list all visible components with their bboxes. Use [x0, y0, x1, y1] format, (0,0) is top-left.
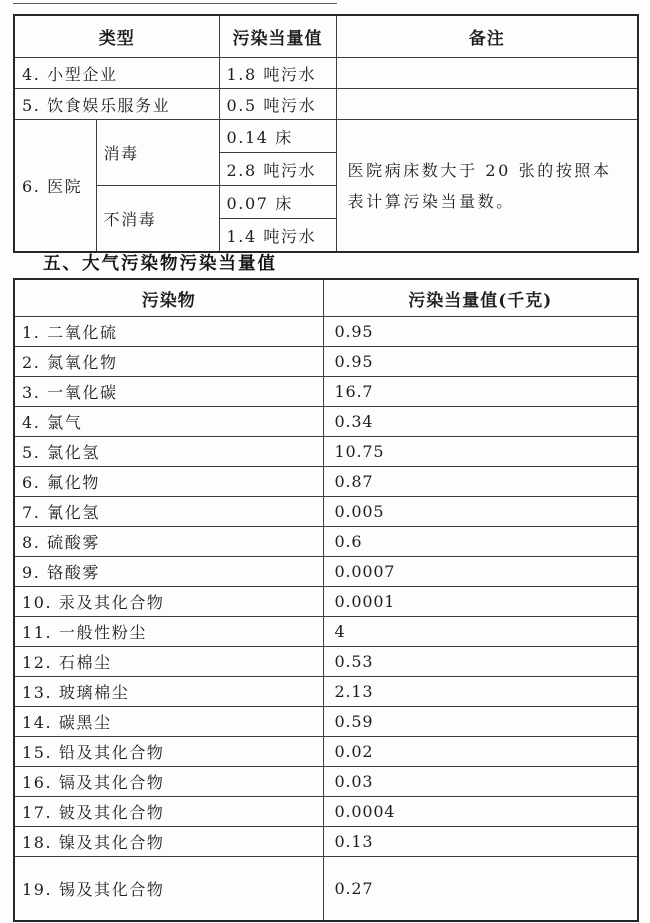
type-cell: 5. 饮食娱乐服务业 — [14, 89, 219, 120]
table-row — [14, 797, 638, 827]
pollutant-value-cell: 0.13 — [323, 827, 638, 857]
table-row — [14, 557, 638, 587]
section-heading: 五、大气污染物污染当量值 — [43, 254, 277, 274]
pollutant-value-cell: 0.6 — [323, 527, 638, 557]
value-cell: 0.5 吨污水 — [219, 89, 336, 120]
table-row — [14, 527, 638, 557]
pollutant-name-cell: 13. 玻璃棉尘 — [14, 677, 323, 707]
table-row — [14, 767, 638, 797]
table-row — [14, 827, 638, 857]
pollutant-value-cell: 10.75 — [323, 437, 638, 467]
pollutant-name-cell: 17. 铍及其化合物 — [14, 797, 323, 827]
table-row — [14, 467, 638, 497]
table1-header-row — [14, 15, 638, 58]
pollutant-value-cell: 0.95 — [323, 347, 638, 377]
pollutant-value-cell: 4 — [323, 617, 638, 647]
pollutant-name-cell: 16. 镉及其化合物 — [14, 767, 323, 797]
pollutant-name-cell: 9. 铬酸雾 — [14, 557, 323, 587]
column-header-type: 类型 — [14, 15, 219, 58]
column-header-equivalent-value: 污染当量值 — [219, 15, 336, 58]
type-cell: 4. 小型企业 — [14, 58, 219, 89]
table-row — [14, 857, 638, 922]
pollutant-value-cell: 0.34 — [323, 407, 638, 437]
pollutant-value-cell: 0.87 — [323, 467, 638, 497]
table-row-food-entertainment — [14, 89, 638, 120]
pollutant-value-cell: 0.59 — [323, 707, 638, 737]
pollutant-value-cell: 0.27 — [323, 857, 638, 922]
pollutant-name-cell: 14. 碳黑尘 — [14, 707, 323, 737]
pollutant-name-cell: 5. 氯化氢 — [14, 437, 323, 467]
table-row — [14, 707, 638, 737]
value-cell: 1.8 吨污水 — [219, 58, 336, 89]
disinfect-label-cell: 消毒 — [96, 120, 219, 186]
table-row — [14, 377, 638, 407]
pollutant-value-cell: 0.95 — [323, 317, 638, 347]
table-row — [14, 737, 638, 767]
pollutant-name-cell: 7. 氰化氢 — [14, 497, 323, 527]
pollutant-name-cell: 1. 二氧化硫 — [14, 317, 323, 347]
pollutant-name-cell: 11. 一般性粉尘 — [14, 617, 323, 647]
pollutant-value-cell: 0.0004 — [323, 797, 638, 827]
pollutant-name-cell: 10. 汞及其化合物 — [14, 587, 323, 617]
pollutant-name-cell: 6. 氟化物 — [14, 467, 323, 497]
pollutant-name-cell: 4. 氯气 — [14, 407, 323, 437]
pollutant-value-cell: 16.7 — [323, 377, 638, 407]
value-cell: 2.8 吨污水 — [219, 153, 336, 186]
previous-table-remnant-line — [13, 3, 337, 4]
table-row — [14, 647, 638, 677]
table-row — [14, 317, 638, 347]
value-cell: 0.14 床 — [219, 120, 336, 153]
pollutant-value-cell: 0.005 — [323, 497, 638, 527]
pollutant-value-cell: 0.0007 — [323, 557, 638, 587]
pollutant-value-cell: 0.0001 — [323, 587, 638, 617]
table2-header-row — [14, 279, 638, 317]
table-row — [14, 497, 638, 527]
table-row — [14, 347, 638, 377]
table-row-hospital-disinfect-bed — [14, 120, 638, 153]
pollutant-name-cell: 12. 石棉尘 — [14, 647, 323, 677]
value-cell: 1.4 吨污水 — [219, 219, 336, 253]
pollutant-name-cell: 19. 锡及其化合物 — [14, 857, 323, 922]
pollutant-value-cell: 0.03 — [323, 767, 638, 797]
remark-cell — [336, 58, 638, 89]
value-cell: 0.07 床 — [219, 186, 336, 219]
hospital-label-cell: 6. 医院 — [14, 120, 96, 253]
pollutant-value-cell: 0.02 — [323, 737, 638, 767]
table-row-small-enterprise — [14, 58, 638, 89]
column-header-equivalent-kg: 污染当量值(千克) — [323, 279, 638, 317]
table-row — [14, 587, 638, 617]
pollutant-name-cell: 18. 镍及其化合物 — [14, 827, 323, 857]
water-pollutant-equivalent-table — [13, 14, 639, 253]
air-pollutant-equivalent-table — [13, 278, 639, 922]
pollutant-value-cell: 2.13 — [323, 677, 638, 707]
remark-cell — [336, 89, 638, 120]
table-row — [14, 437, 638, 467]
column-header-remark: 备注 — [336, 15, 638, 58]
hospital-remark-cell: 医院病床数大于 20 张的按照本表计算污染当量数。 — [336, 120, 638, 253]
pollutant-value-cell: 0.53 — [323, 647, 638, 677]
table-row — [14, 677, 638, 707]
pollutant-name-cell: 8. 硫酸雾 — [14, 527, 323, 557]
pollutant-name-cell: 3. 一氧化碳 — [14, 377, 323, 407]
column-header-pollutant: 污染物 — [14, 279, 323, 317]
nondisinfect-label-cell: 不消毒 — [96, 186, 219, 253]
pollutant-name-cell: 15. 铅及其化合物 — [14, 737, 323, 767]
pollutant-name-cell: 2. 氮氧化物 — [14, 347, 323, 377]
table-row — [14, 407, 638, 437]
table-row — [14, 617, 638, 647]
